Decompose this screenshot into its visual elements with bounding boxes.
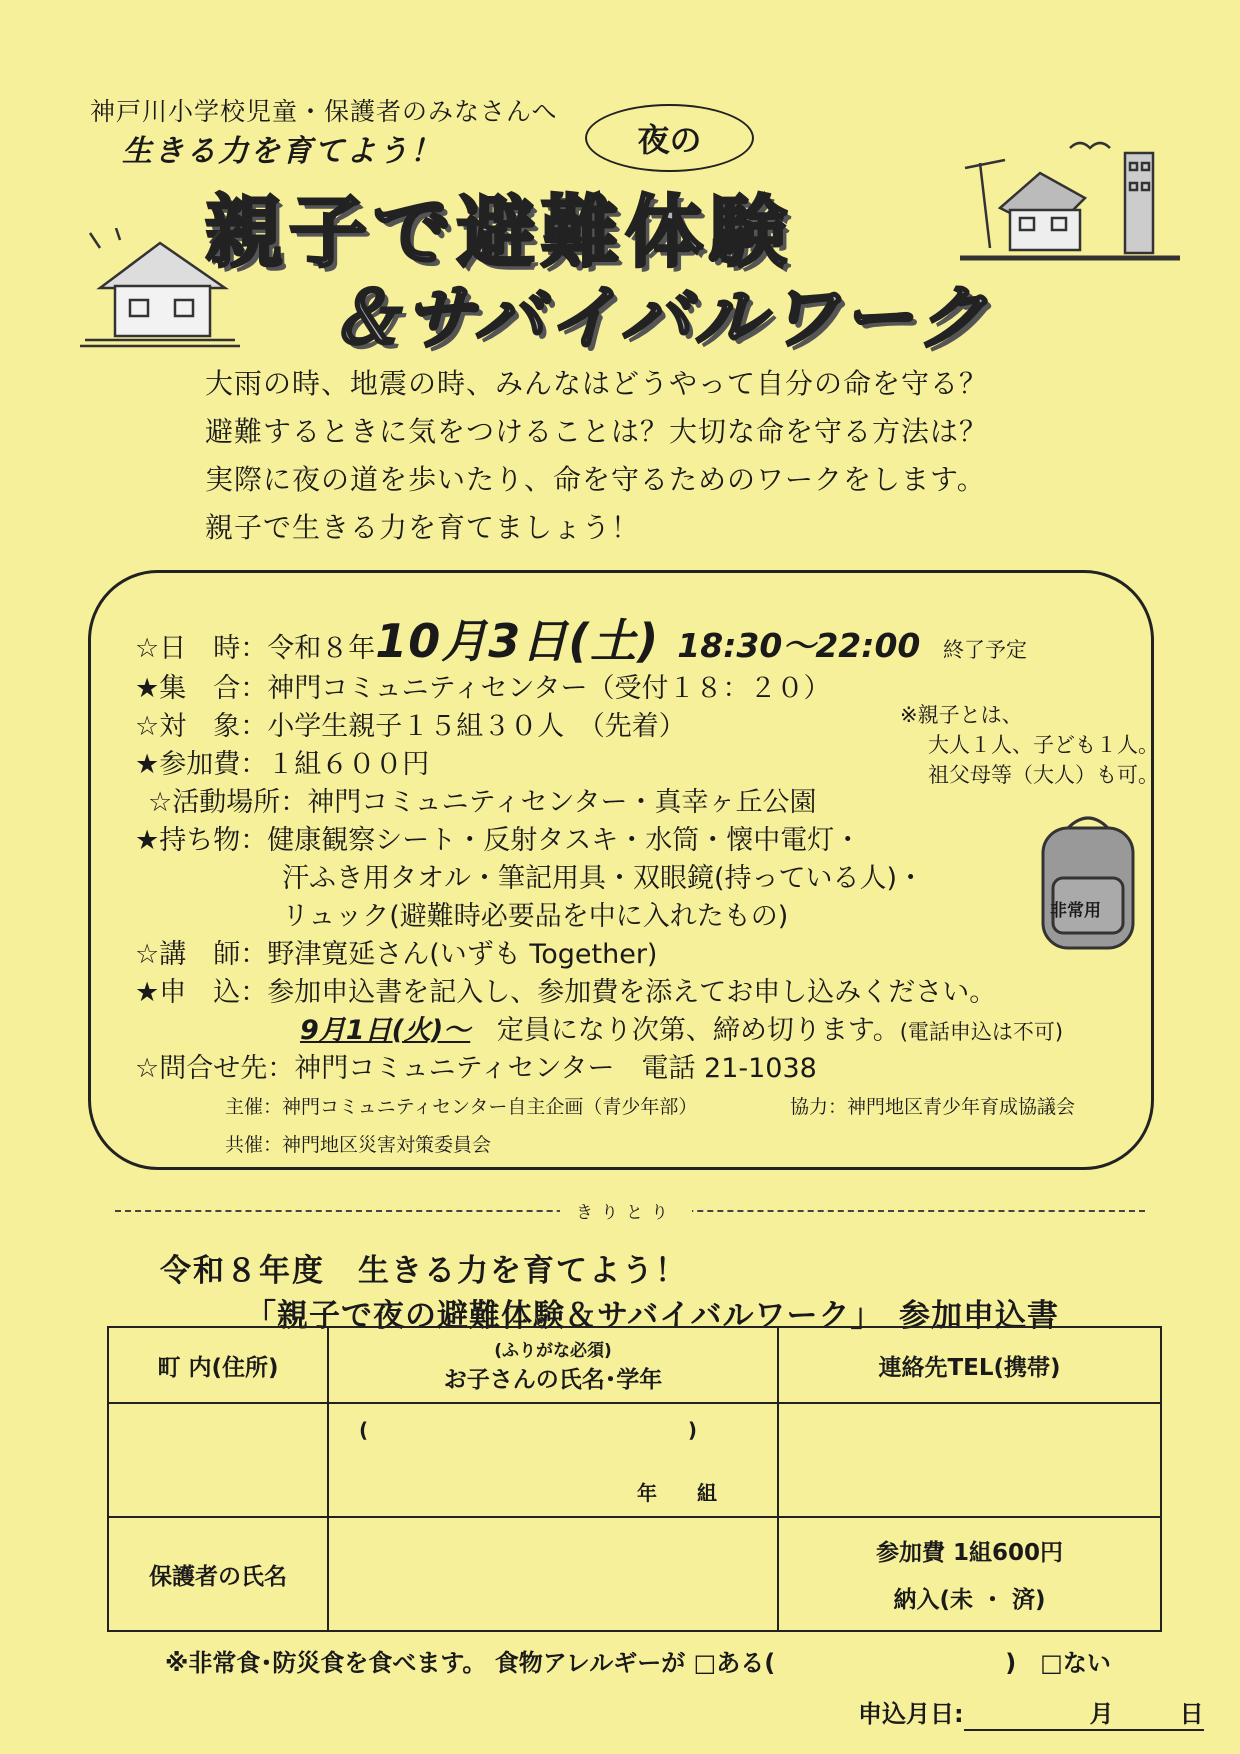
lecturer-label: ☆講 師：	[135, 939, 268, 970]
apply-value: 参加申込書を記入し、参加費を添えてお申し込みください。	[267, 977, 997, 1008]
note-line: ※親子とは、	[900, 703, 1023, 727]
place-value: 神門コミュニティセンター・真幸ヶ丘公園	[307, 787, 817, 818]
event-date: 10月3日(土)	[375, 614, 660, 668]
sub-title: ＆サバイバルワーク	[330, 277, 991, 359]
items-line: 汗ふき用タオル・筆記用具・双眼鏡(持っている人)・	[282, 863, 925, 894]
main-title: 親子で避難体験	[205, 188, 794, 278]
row-deadline	[300, 1008, 1063, 1047]
lecturer-value: 野津寛延さん(いずも Together)	[267, 939, 658, 970]
allergy-line	[165, 1643, 1111, 1678]
house-left-illustration	[80, 228, 240, 348]
guardian-name-field[interactable]	[328, 1517, 778, 1631]
form-title-1: 令和８年度 生きる力を育てよう！	[160, 1253, 688, 1289]
note-line: 大人１人、子ども１人。	[928, 733, 1159, 757]
furigana-note: (ふりがな必須)	[494, 1341, 612, 1361]
items-label: ★持ち物：	[135, 825, 268, 856]
cosponsor: 共催：神門地区災害対策委員会	[225, 1134, 492, 1156]
slogan: 生きる力を育てよう！	[122, 134, 442, 169]
audience-line: 神戸川小学校児童・保護者のみなさんへ	[90, 97, 558, 126]
intro-text	[205, 360, 988, 552]
paid-status: 納入(未 ・ 済)	[893, 1587, 1046, 1613]
date-month[interactable]: 月	[964, 1694, 1114, 1731]
target-value: 小学生親子１５組３０人 （先着）	[267, 711, 686, 742]
row-lecturer	[135, 932, 657, 971]
fee-cell	[778, 1517, 1161, 1631]
items-line: 健康観察シート・反射タスキ・水筒・懐中電灯・	[267, 825, 862, 856]
apply-deadline-note: (電話申込は不可)	[899, 1020, 1064, 1044]
cut-label: きりとり	[560, 1198, 692, 1223]
row-date	[135, 605, 1027, 671]
date-label: ☆日 時：	[135, 633, 268, 664]
paren-open: (	[359, 1418, 369, 1442]
meet-label: ★集 合：	[135, 673, 268, 704]
grade-label: 年組	[637, 1481, 757, 1505]
application-date	[858, 1694, 1204, 1731]
items-line: リュック(避難時必要品を中に入れたもの)	[282, 901, 789, 932]
header-address: 町 内(住所)	[108, 1327, 328, 1403]
contact-label: ☆問合せ先：	[135, 1053, 295, 1084]
cooperation: 協力：神門地区青少年育成協議会	[790, 1096, 1076, 1118]
event-time: 18:30～22:00	[677, 626, 921, 665]
row-meeting	[135, 666, 830, 705]
contact-value: 神門コミュニティセンター 電話 21-1038	[294, 1053, 817, 1084]
bag-label: 非常用	[1050, 901, 1101, 921]
date-day[interactable]: 日	[1114, 1694, 1204, 1731]
intro-line: 大雨の時、地震の時、みんなはどうやって自分の命を守る？	[205, 367, 989, 400]
fee-value: １組６００円	[267, 749, 430, 780]
guardian-label: 保護者の氏名	[108, 1517, 328, 1631]
row-apply	[135, 970, 996, 1009]
child-name-field[interactable]	[328, 1403, 778, 1517]
intro-line: 実際に夜の道を歩いたり、命を守るためのワークをします。	[205, 463, 986, 496]
tel-field[interactable]	[778, 1403, 1161, 1517]
apply-label: ★申 込：	[135, 977, 268, 1008]
apply-deadline-text: 定員になり次第、締め切ります。	[496, 1015, 900, 1046]
date-prefix: 申込月日:	[858, 1700, 964, 1728]
backpack-illustration	[1028, 808, 1148, 958]
fee-label: ★参加費：	[135, 749, 268, 780]
apply-deadline: 9月1日(火)～	[300, 1015, 471, 1046]
house-right-illustration	[960, 138, 1180, 278]
family-note	[900, 700, 1159, 790]
intro-line: 避難するときに気をつけることは？大切な命を守る方法は？	[205, 415, 989, 448]
address-field[interactable]	[108, 1403, 328, 1517]
row-fee	[135, 742, 429, 781]
night-bubble: 夜の	[585, 104, 754, 172]
note-line: 祖父母等（大人）も可。	[928, 763, 1159, 787]
header-child	[328, 1327, 778, 1403]
place-label: ☆活動場所：	[148, 787, 308, 818]
allergy-prefix: ※非常食･防災食を食べます。 食物アレルギーが □ある(	[165, 1649, 776, 1677]
application-form	[107, 1326, 1162, 1632]
target-label: ☆対 象：	[135, 711, 268, 742]
time-note: 終了予定	[942, 638, 1027, 662]
date-era: 令和８年	[267, 633, 376, 664]
meet-value: 神門コミュニティセンター（受付１８：２０）	[267, 673, 831, 704]
organizer: 主催：神門コミュニティセンター自主企画（青少年部）	[225, 1096, 698, 1118]
paren-close: )	[687, 1418, 697, 1442]
allergy-suffix: ) □ない	[1005, 1649, 1111, 1677]
row-target	[135, 704, 686, 743]
intro-line: 親子で生きる力を育てましょう！	[205, 511, 641, 544]
header-tel: 連絡先TEL(携帯)	[778, 1327, 1161, 1403]
backpack-icon	[1028, 808, 1148, 958]
row-contact	[135, 1046, 817, 1085]
fee-text: 参加費 1組600円	[875, 1540, 1064, 1566]
row-items	[135, 818, 861, 857]
child-label: お子さんの氏名･学年	[443, 1367, 663, 1393]
form-title-2: 「親子で夜の避難体験＆サバイバルワーク」 参加申込書	[245, 1298, 1060, 1334]
row-place	[148, 780, 816, 819]
